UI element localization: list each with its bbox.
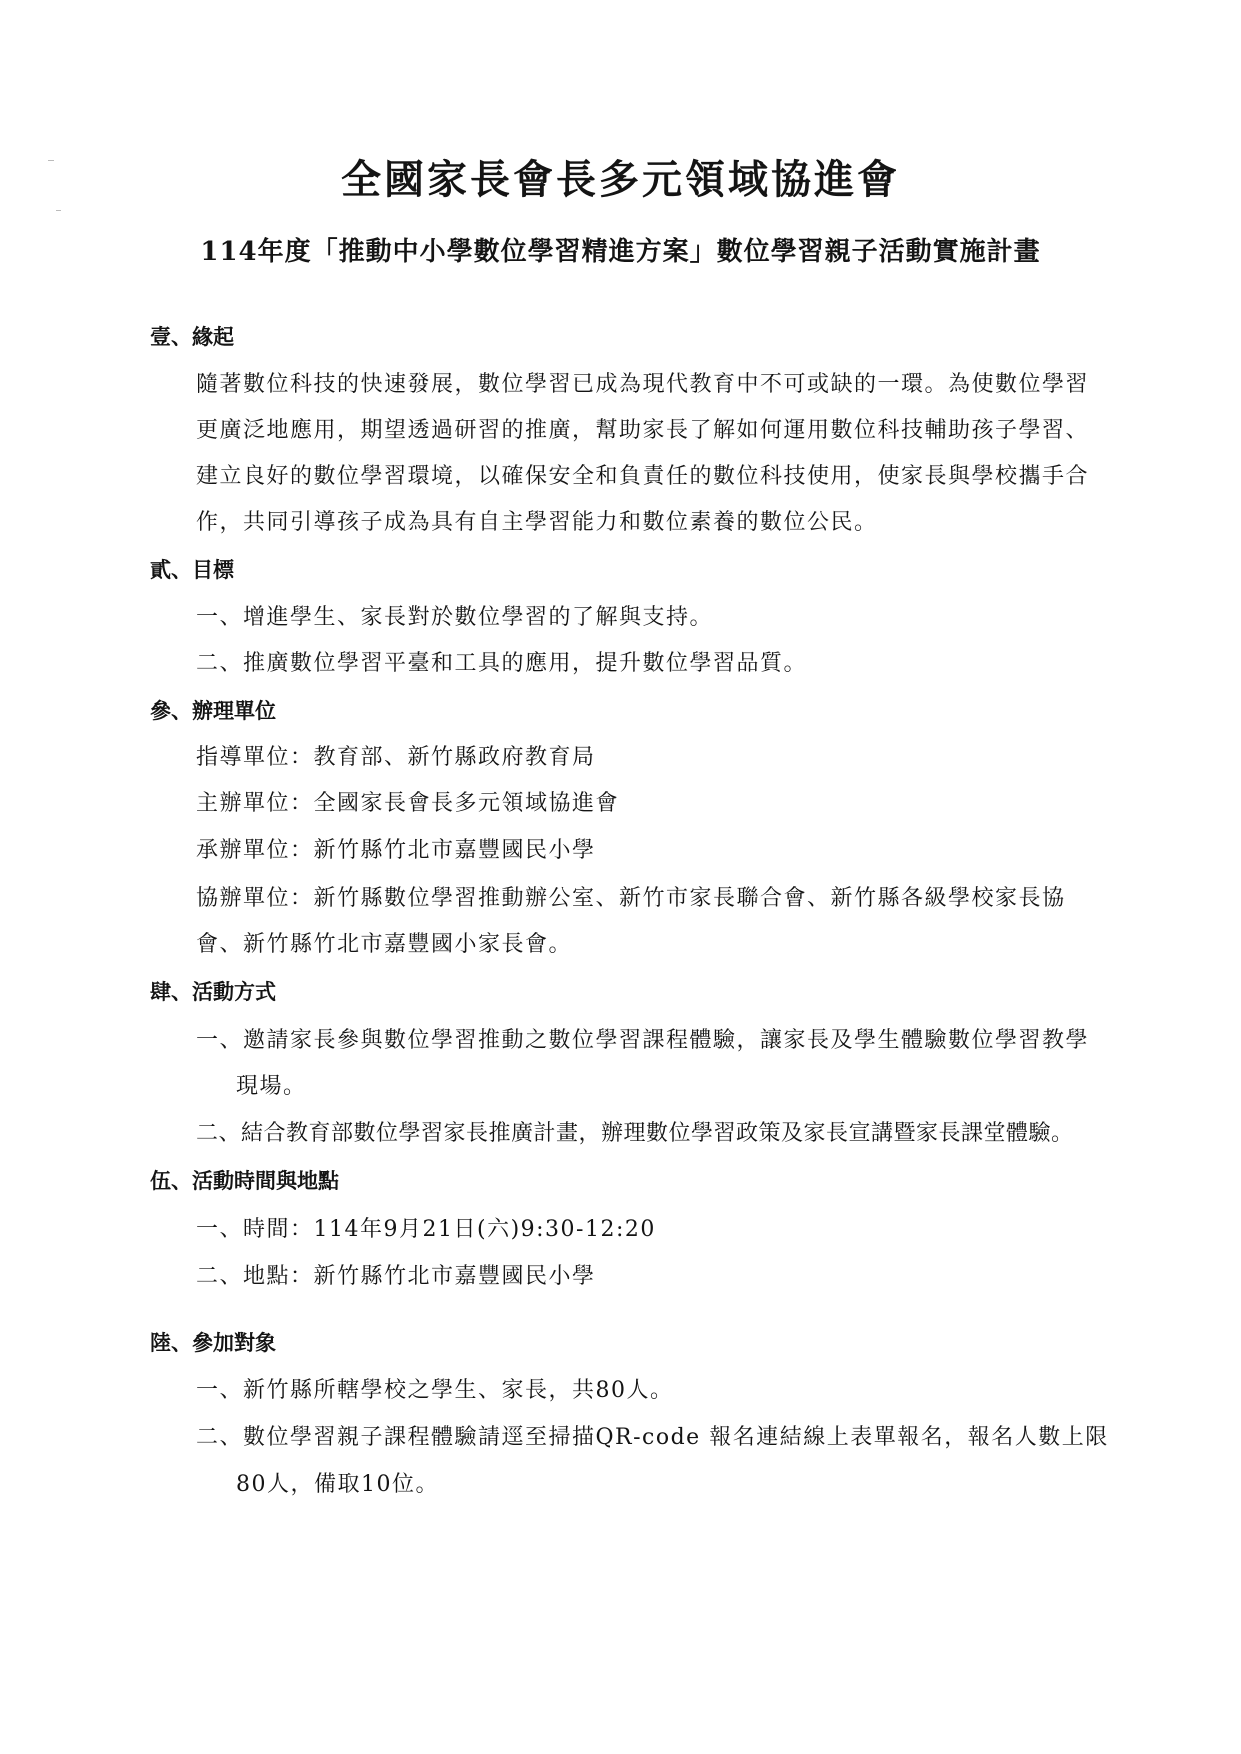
origin-line-1: 隨著數位科技的快速發展，數位學習已成為現代教育中不可或缺的一環。為使數位學習: [196, 372, 1090, 397]
section-heading-goals: 貳、目標: [150, 557, 234, 582]
method-item-2: 二、結合教育部數位學習家長推廣計畫，辦理數位學習政策及家長宣講暨家長課堂體驗。: [196, 1121, 1074, 1146]
section-heading-time-place: 伍、活動時間與地點: [150, 1168, 339, 1193]
participants-item-2-line-2: 80人，備取10位。: [236, 1472, 439, 1497]
document-subtitle: 114年度「推動中小學數位學習精進方案」數位學習親子活動實施計畫: [200, 237, 1041, 267]
scan-speck: [48, 160, 54, 161]
goals-item-1: 一、增進學生、家長對於數位學習的了解與支持。: [196, 605, 714, 630]
goals-item-2: 二、推廣數位學習平臺和工具的應用，提升數位學習品質。: [196, 651, 808, 676]
document-title: 全國家長會長多元領域協進會: [341, 156, 900, 203]
participants-item-1: 一、新竹縣所轄學校之學生、家長，共80人。: [196, 1378, 674, 1403]
organizer-co-unit-line-1: 協辦單位：新竹縣數位學習推動辦公室、新竹市家長聯合會、新竹縣各級學校家長協: [196, 886, 1066, 911]
organizer-executing-unit: 承辦單位：新竹縣竹北市嘉豐國民小學: [196, 838, 596, 863]
origin-line-3: 建立良好的數位學習環境，以確保安全和負責任的數位科技使用，使家長與學校攜手合: [196, 464, 1090, 489]
organizer-guiding-unit: 指導單位：教育部、新竹縣政府教育局: [196, 745, 596, 770]
section-heading-origin: 壹、緣起: [150, 324, 234, 349]
organizer-host-unit: 主辦單位：全國家長會長多元領域協進會: [196, 791, 620, 816]
scan-speck: [56, 210, 61, 211]
event-place: 二、地點：新竹縣竹北市嘉豐國民小學: [196, 1264, 596, 1289]
section-heading-participants: 陸、參加對象: [150, 1330, 276, 1355]
participants-item-2-line-1: 二、數位學習親子課程體驗請逕至掃描QR-code 報名連結線上表單報名，報名人數上限: [196, 1425, 1109, 1450]
organizer-co-unit-line-2: 會、新竹縣竹北市嘉豐國小家長會。: [196, 932, 573, 957]
origin-line-4: 作，共同引導孩子成為具有自主學習能力和數位素養的數位公民。: [196, 510, 878, 535]
origin-line-2: 更廣泛地應用，期望透過研習的推廣，幫助家長了解如何運用數位科技輔助孩子學習、: [196, 418, 1090, 443]
section-heading-organizers: 參、辦理單位: [150, 698, 276, 723]
method-item-1-line-1: 一、邀請家長參與數位學習推動之數位學習課程體驗，讓家長及學生體驗數位學習教學: [196, 1028, 1090, 1053]
event-time: 一、時間：114年9月21日(六)9:30-12:20: [196, 1217, 656, 1242]
method-item-1-line-2: 現場。: [236, 1074, 307, 1099]
section-heading-activity-method: 肆、活動方式: [150, 979, 276, 1004]
